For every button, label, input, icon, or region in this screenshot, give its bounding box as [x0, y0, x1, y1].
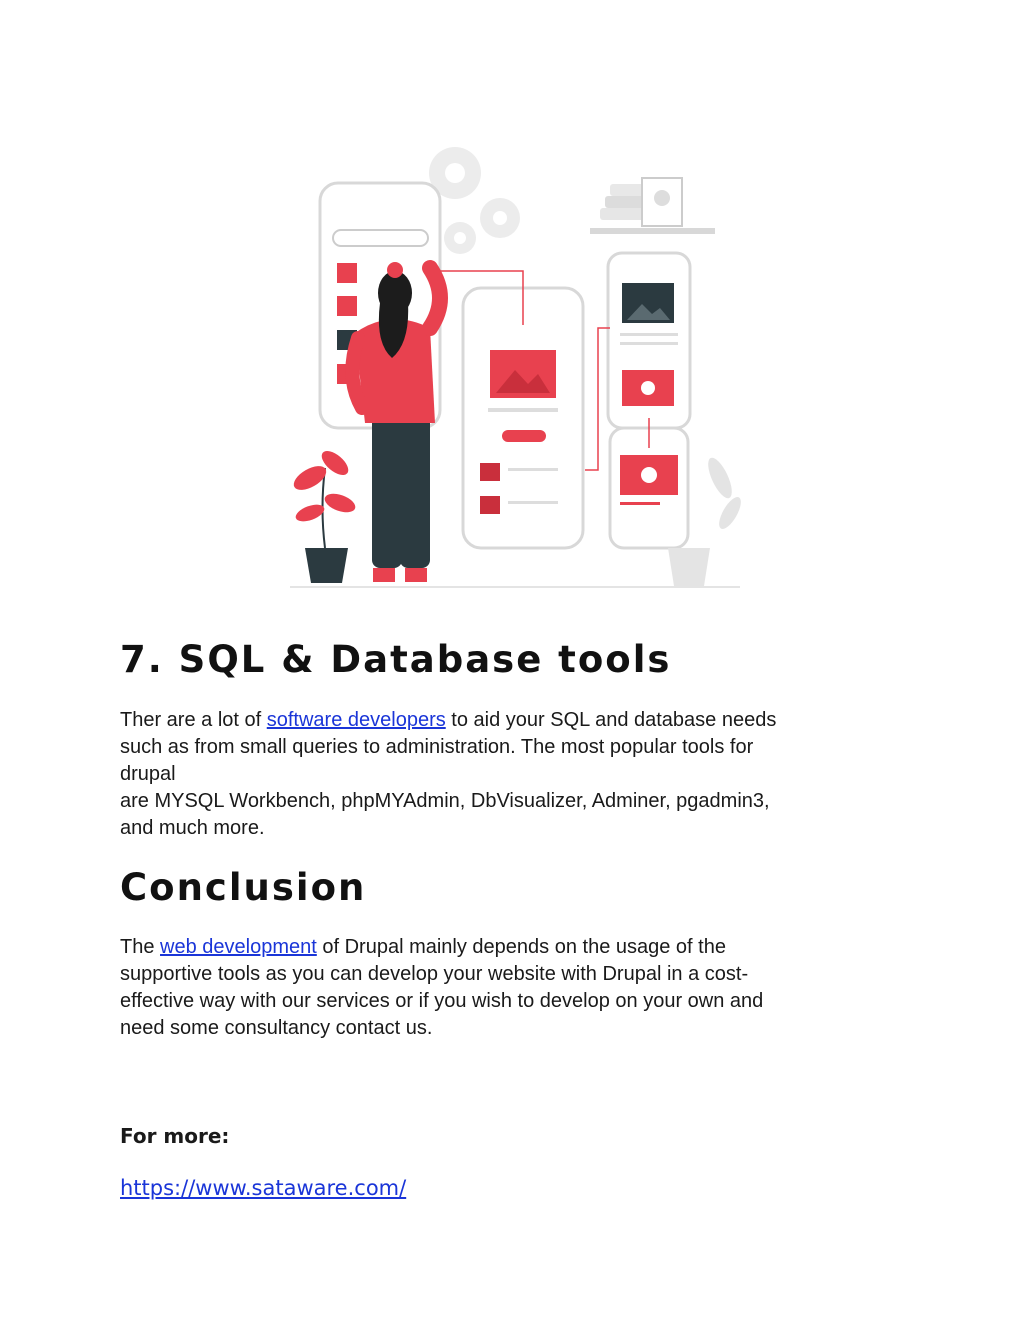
section-title: 7. SQL & Database tools: [120, 638, 672, 681]
paragraph-text: Ther are a lot of: [120, 709, 267, 731]
conclusion-title: Conclusion: [120, 866, 367, 909]
paragraph-text: to aid your SQL and database needs: [445, 709, 777, 731]
paragraph-text: such as from small queries to administration. The most popular tools for: [120, 736, 754, 758]
paragraph-text: of Drupal mainly depends on the usage of the: [316, 936, 726, 958]
paragraph-text: effective way with our services or if you wish to develop on your own and: [120, 990, 764, 1012]
plant-icon: [290, 447, 358, 583]
paragraph-text: The: [120, 936, 161, 958]
conclusion-paragraph: [120, 934, 910, 1042]
paragraph-text: need some consultancy contact us.: [120, 1017, 433, 1039]
paragraph-text: and much more.: [120, 817, 265, 839]
paragraph-text: supportive tools as you can develop your website with Drupal in a cost-: [120, 963, 749, 985]
sataware-url-link[interactable]: https://www.sataware.com/: [120, 1176, 407, 1200]
paragraph-text: drupal: [120, 763, 176, 785]
hero-illustration: [130, 118, 890, 618]
for-more-label: For more:: [120, 1124, 230, 1148]
shelf-icon: [590, 178, 715, 234]
software-developers-link[interactable]: software developers: [266, 709, 446, 731]
phone-mockup-middle: [463, 288, 583, 548]
phone-mockup-right-top: [608, 253, 690, 428]
paragraph-text: are MYSQL Workbench, phpMYAdmin, DbVisualizer, Adminer, pgadmin3,: [120, 790, 770, 812]
web-development-link[interactable]: web development: [160, 936, 317, 958]
section-paragraph: [120, 707, 910, 842]
